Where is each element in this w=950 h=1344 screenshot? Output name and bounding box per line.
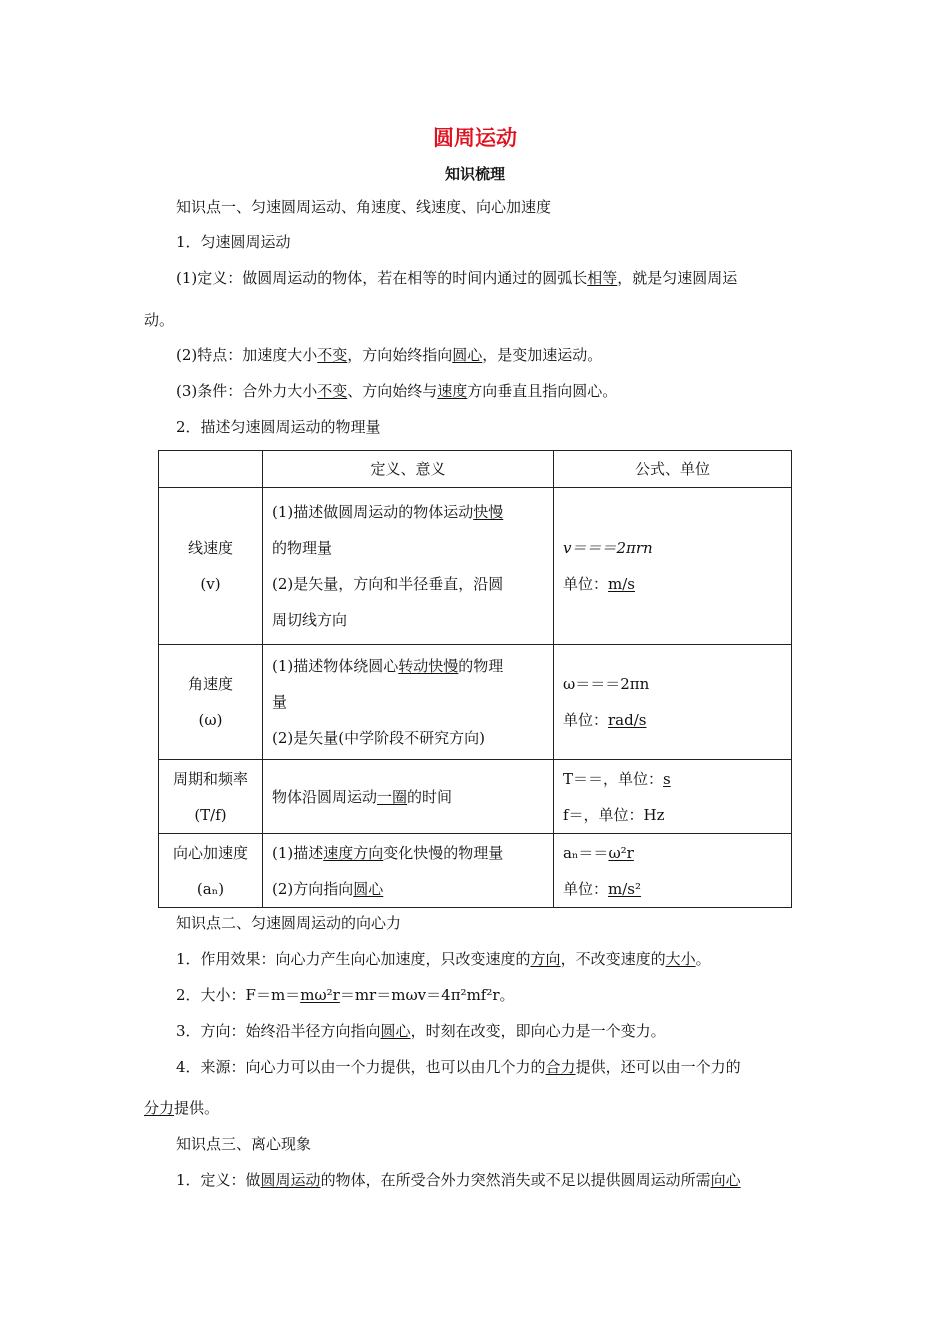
- kp3-line-1: 1．定义：做圆周运动的物体，在所受合外力突然消失或不足以提供圆周运动所需向心: [176, 1171, 741, 1189]
- formula-cell: v＝＝＝2πrn 单位：m/s: [554, 488, 792, 645]
- kp1-definition: (1)定义：做圆周运动的物体，若在相等的时间内通过的圆弧长相等，就是匀速圆周运: [176, 269, 738, 287]
- quantity-name-cell: 向心加速度 (aₙ): [159, 834, 263, 908]
- definition-cell: (1)描述速度方向变化快慢的物理量 (2)方向指向圆心: [263, 834, 554, 908]
- kp2-line-4: 4．来源：向心力可以由一个力提供，也可以由几个力的合力提供，还可以由一个力的: [176, 1058, 741, 1076]
- table-header-cell: 公式、单位: [554, 451, 792, 488]
- formula-cell: ω＝＝＝2πn 单位：rad/s: [554, 645, 792, 760]
- table-row: [159, 760, 792, 834]
- kp1-feature: (2)特点：加速度大小不变，方向始终指向圆心，是变加速运动。: [176, 346, 603, 364]
- table-header-cell: 定义、意义: [263, 451, 554, 488]
- table-row: [159, 834, 792, 908]
- formula-cell: T＝＝，单位：s f＝，单位：Hz: [554, 760, 792, 834]
- section-subtitle: 知识梳理: [444, 165, 505, 183]
- quantity-table: [158, 450, 792, 908]
- kp2-line-4-cont: 分力提供。: [144, 1099, 220, 1117]
- table-header-cell: [159, 451, 263, 488]
- kp1-condition: (3)条件：合外力大小不变、方向始终与速度方向垂直且指向圆心。: [176, 382, 618, 400]
- formula-cell: aₙ＝＝ω²r 单位：m/s²: [554, 834, 792, 908]
- table-header-row: [159, 451, 792, 488]
- kp1-heading: 知识点一、匀速圆周运动、角速度、线速度、向心加速度: [176, 198, 552, 216]
- definition-cell: (1)描述做圆周运动的物体运动快慢 的物理量 (2)是矢量，方向和半径垂直，沿圆 周切线方向: [263, 488, 554, 645]
- definition-cell: 物体沿圆周运动一圈的时间: [263, 760, 554, 834]
- kp2-line-1: 1．作用效果：向心力产生向心加速度，只改变速度的方向，不改变速度的大小。: [176, 950, 711, 968]
- kp1-definition-cont: 动。: [144, 311, 175, 329]
- table-row: [159, 645, 792, 760]
- kp2-line-2: 2．大小：F＝m＝mω²r＝mr＝mωv＝4π²mf²r。: [176, 986, 515, 1004]
- kp3-heading: 知识点三、离心现象: [176, 1135, 312, 1153]
- kp1-s2-heading: 2．描述匀速圆周运动的物理量: [176, 418, 381, 436]
- quantity-name-cell: 线速度 (v): [159, 488, 263, 645]
- table-row: [159, 488, 792, 645]
- quantity-name-cell: 周期和频率 (T/f): [159, 760, 263, 834]
- quantity-name-cell: 角速度 (ω): [159, 645, 263, 760]
- definition-cell: (1)描述物体绕圆心转动快慢的物理 量 (2)是矢量(中学阶段不研究方向): [263, 645, 554, 760]
- kp1-s1-heading: 1．匀速圆周运动: [176, 233, 291, 251]
- page-title: 圆周运动: [433, 126, 517, 150]
- kp2-line-3: 3．方向：始终沿半径方向指向圆心，时刻在改变，即向心力是一个变力。: [176, 1022, 666, 1040]
- kp2-heading: 知识点二、匀速圆周运动的向心力: [176, 914, 402, 932]
